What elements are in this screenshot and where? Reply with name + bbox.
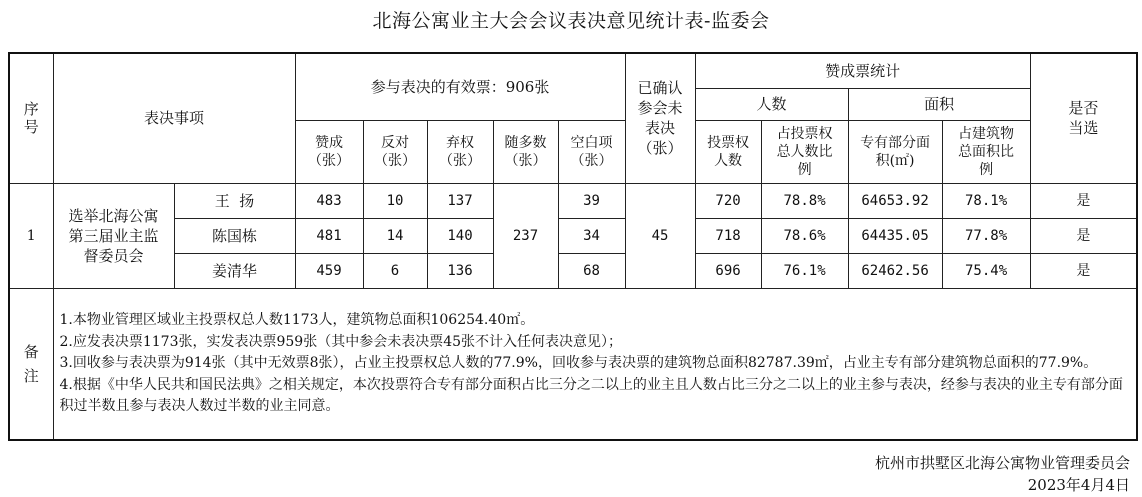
table-row <box>9 253 1137 288</box>
blank-value: 68 <box>558 253 625 288</box>
abstain-value: 136 <box>427 253 493 288</box>
notes-label: 备 注 <box>9 288 53 440</box>
elected-value: 是 <box>1030 253 1137 288</box>
footer-org: 杭州市拱墅区北海公寓物业管理委员会 <box>874 454 1130 472</box>
vote-weight-count-col-header: 投票权 人数 <box>695 120 761 183</box>
blank-col-header: 空白项 （张） <box>558 120 625 183</box>
confirmed-no-vote-header: 已确认 参会未 表决 （张） <box>625 53 695 183</box>
abstain-col-header: 弃权 （张） <box>427 120 493 183</box>
exclusive-area-col-header: 专有部分面 积(㎡) <box>848 120 942 183</box>
group-matter: 选举北海公寓 第三届业主监 督委员会 <box>53 183 174 288</box>
abstain-value: 140 <box>427 218 493 253</box>
note-line: 4.根据《中华人民共和国民法典》之相关规定，本次投票符合专有部分面积占比三分之二以上的业主且人数占比三分之二以上的业主参与表决，经参与表决的业主专有部分面积过半数且参与表决人数过半数的业主同意。 <box>59 376 1123 414</box>
elected-value: 是 <box>1030 183 1137 218</box>
count-value: 696 <box>695 253 761 288</box>
ratio-people-col-header: 占投票权 总人数比 例 <box>761 120 848 183</box>
notes-content <box>53 288 1137 440</box>
blank-value: 39 <box>558 183 625 218</box>
approve-col-header: 赞成 （张） <box>295 120 363 183</box>
approve-value: 459 <box>295 253 363 288</box>
oppose-col-header: 反对 （张） <box>363 120 427 183</box>
footer-date: 2023年4月4日 <box>1027 476 1130 494</box>
ratio-area-value: 75.4% <box>942 253 1030 288</box>
elected-value: 是 <box>1030 218 1137 253</box>
page-title: 北海公寓业主大会会议表决意见统计表-监委会 <box>372 10 770 32</box>
follow-majority-col-header: 随多数 （张） <box>493 120 558 183</box>
candidate-name: 王 扬 <box>174 183 295 218</box>
approve-stats-header: 赞成票统计 <box>695 53 1030 88</box>
ratio-people-value: 78.6% <box>761 218 848 253</box>
ratio-area-col-header: 占建筑物 总面积比 例 <box>942 120 1030 183</box>
table-row <box>9 218 1137 253</box>
matter-header: 表决事项 <box>53 53 295 183</box>
approve-value: 481 <box>295 218 363 253</box>
seq-header: 序 号 <box>9 53 53 183</box>
table-row <box>9 183 1137 218</box>
note-line: 3.回收参与表决票为914张（其中无效票8张），占业主投票权总人数的77.9%，回收参与表决票的建筑物总面积82787.39㎡，占业主专有部分建筑物总面积的77.9%。 <box>59 355 1098 371</box>
area-value: 62462.56 <box>848 253 942 288</box>
oppose-value: 14 <box>363 218 427 253</box>
notes-row <box>9 288 1137 440</box>
count-value: 718 <box>695 218 761 253</box>
blank-value: 34 <box>558 218 625 253</box>
oppose-value: 6 <box>363 253 427 288</box>
area-value: 64653.92 <box>848 183 942 218</box>
valid-votes-header: 参与表决的有效票：906张 <box>295 53 625 120</box>
note-line: 1.本物业管理区域业主投票权总人数1173人，建筑物总面积106254.40㎡。 <box>59 312 535 328</box>
ratio-people-value: 78.8% <box>761 183 848 218</box>
candidate-name: 姜清华 <box>174 253 295 288</box>
candidate-name: 陈国栋 <box>174 218 295 253</box>
abstain-value: 137 <box>427 183 493 218</box>
ratio-people-value: 76.1% <box>761 253 848 288</box>
note-line: 2.应发表决票1173张，实发表决票959张（其中参会未表决票45张不计入任何表决意见）； <box>59 333 623 350</box>
group-seq: 1 <box>9 183 53 288</box>
oppose-value: 10 <box>363 183 427 218</box>
ratio-area-value: 77.8% <box>942 218 1030 253</box>
approve-value: 483 <box>295 183 363 218</box>
count-value: 720 <box>695 183 761 218</box>
area-value: 64435.05 <box>848 218 942 253</box>
confirmed-no-vote-value: 45 <box>625 183 695 288</box>
ratio-area-value: 78.1% <box>942 183 1030 218</box>
statistics-table <box>8 52 1138 441</box>
follow-majority-value: 237 <box>493 183 558 288</box>
elected-header: 是否 当选 <box>1030 53 1137 183</box>
area-header: 面积 <box>848 88 1030 120</box>
people-header: 人数 <box>695 88 848 120</box>
